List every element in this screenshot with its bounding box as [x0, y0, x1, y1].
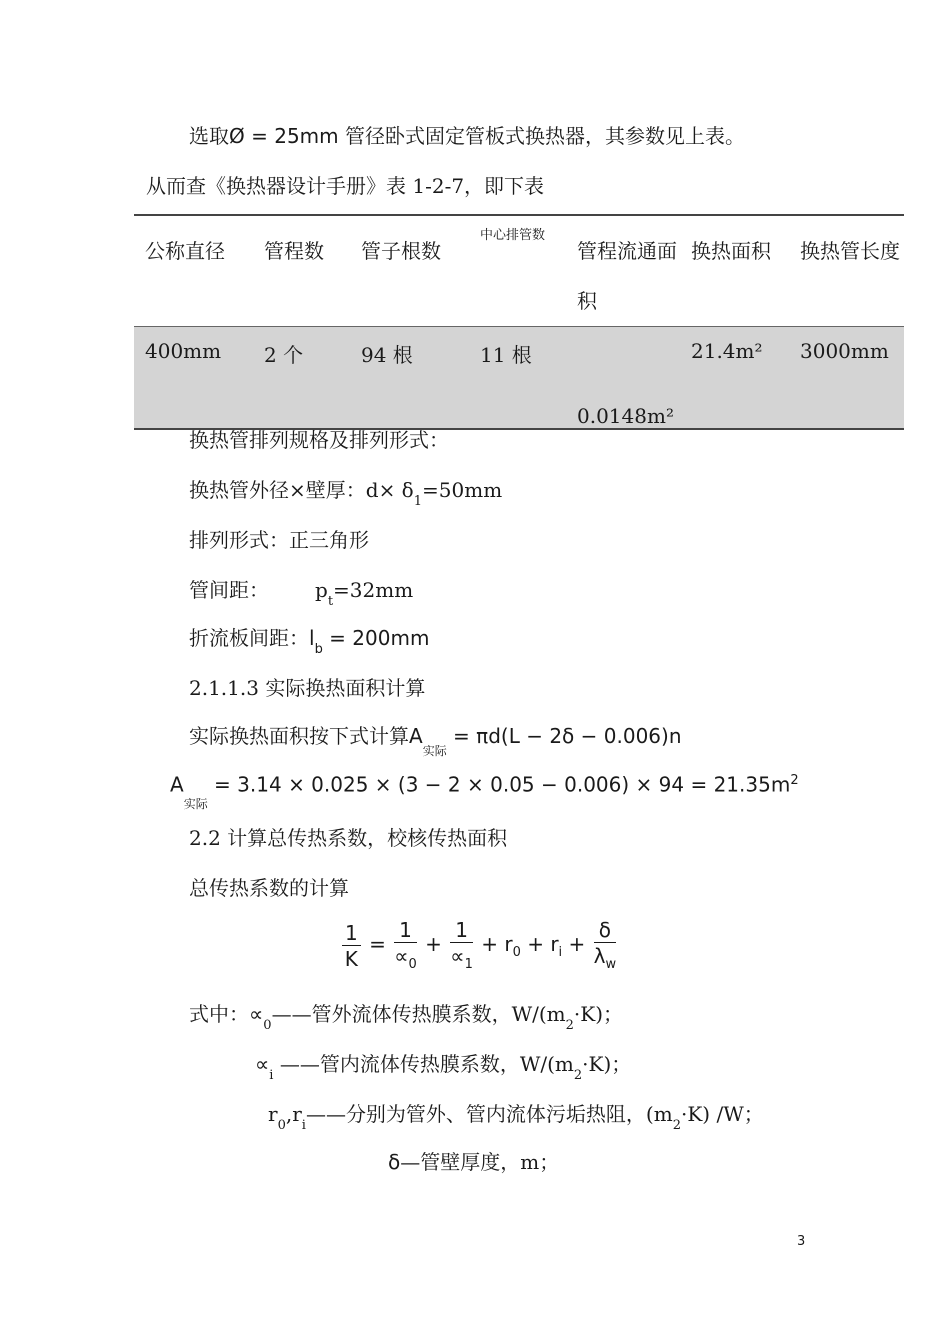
col-tube-count: 管子根数	[350, 215, 469, 327]
formula-rhs: = πd(L − 2δ − 0.006)n	[446, 724, 682, 748]
definition-text: —管壁厚度，m；	[400, 1150, 560, 1174]
baffle-symbol: l	[309, 626, 315, 650]
frac-delta-over-lambda	[594, 920, 616, 971]
alpha-sub: 1	[464, 957, 473, 972]
definition-tail: ·K)；	[582, 1052, 632, 1076]
arrangement-value: 正三角形	[289, 528, 369, 552]
alpha-sub: 0	[408, 957, 417, 972]
table-header-row	[134, 215, 904, 327]
formula-sub: 实际	[422, 744, 447, 758]
definition-thickness	[388, 1152, 559, 1172]
section-2113-title: 2.1.1.3 实际换热面积计算	[189, 676, 426, 700]
cell-nominal-diameter: 400mm	[134, 327, 253, 429]
definition-alphai	[255, 1052, 632, 1083]
cell-tube-length: 3000mm	[789, 327, 904, 429]
pitch-sub: t	[327, 594, 334, 609]
r-sub: 0	[277, 1118, 286, 1133]
baffle-sub: b	[314, 642, 323, 657]
diameter-math: Ø = 25mm	[229, 124, 339, 148]
ri-term: + r	[527, 932, 559, 956]
intro-text-post: 管径卧式固定管板式换热器，其参数见上表。	[338, 124, 745, 148]
od-value: d× δ	[365, 478, 414, 502]
frac-den: K	[344, 946, 358, 971]
frac-num: 1	[342, 923, 361, 946]
cell-heat-area: 21.4m²	[680, 327, 789, 429]
calc-sup: 2	[790, 773, 799, 788]
frac-1-over-alpha1	[450, 920, 473, 971]
alpha-sub: i	[269, 1068, 274, 1083]
cell-center-tubes: 11 根	[469, 327, 566, 429]
pitch-value: =32mm	[333, 578, 414, 602]
arrangement-line	[189, 530, 369, 550]
table-row	[134, 327, 904, 429]
od-label: 换热管外径×壁厚：	[189, 478, 366, 502]
col-nominal-diameter: 公称直径	[134, 215, 253, 327]
frac-1-over-k	[342, 920, 361, 971]
alpha-symbol: ∝	[255, 1052, 270, 1076]
od-line	[189, 478, 503, 509]
pitch-symbol: p	[315, 578, 328, 602]
frac-num: 1	[394, 920, 417, 943]
area-formula-line	[189, 724, 682, 758]
od-value-post: =50mm	[422, 478, 503, 502]
lambda-sub: w	[605, 957, 617, 972]
r-sub: i	[301, 1118, 306, 1133]
parameter-table	[134, 214, 904, 430]
frac-1-over-alpha0	[394, 920, 417, 971]
col-tube-length: 换热管长度	[789, 215, 904, 327]
lambda-symbol: λ	[593, 944, 606, 968]
intro-text: 选取	[189, 124, 229, 148]
r0-term: + r	[481, 932, 513, 956]
definition-fouling	[268, 1102, 764, 1133]
calc-a: A	[170, 772, 184, 797]
calc-rhs: = 3.14 × 0.025 × (3 − 2 × 0.05 − 0.006) × 94 = 21.35m	[207, 772, 791, 797]
pitch-label: 管间距：	[189, 578, 269, 602]
cell-tube-count: 94 根	[350, 327, 469, 429]
plus-sign: +	[425, 932, 442, 956]
plus-sign: +	[568, 932, 586, 956]
definition-tail: ·K) /W；	[681, 1102, 764, 1126]
arrangement-label: 排列形式：	[189, 528, 289, 552]
formula-text: 实际换热面积按下式计算	[189, 724, 409, 748]
intro-line-1	[189, 126, 745, 146]
definition-alpha0	[189, 1002, 624, 1033]
cell-flow-area: 0.0148m²	[566, 327, 680, 429]
r-symbol: r	[268, 1102, 278, 1126]
definition-text: ——分别为管外、管内流体污垢热阻，(m	[305, 1102, 673, 1126]
page-number: 3	[797, 1234, 806, 1249]
overall-coefficient-equation	[340, 920, 618, 971]
col-center-tubes: 中心排管数	[469, 215, 566, 327]
r-symbol: ,r	[285, 1102, 302, 1126]
alpha-symbol: ∝	[249, 1002, 264, 1026]
alpha-sub: 0	[263, 1018, 272, 1033]
cell-tube-passes: 2 个	[253, 327, 350, 429]
definition-text: ——管内流体传热膜系数，W/(m	[273, 1052, 574, 1076]
alpha-symbol: ∝	[394, 944, 409, 968]
col-heat-area: 换热面积	[680, 215, 789, 327]
area-calc-line	[170, 772, 799, 811]
unit-sub: 2	[573, 1068, 583, 1083]
frac-num: δ	[594, 920, 616, 943]
definition-prefix: 式中：	[189, 1002, 249, 1026]
baffle-label: 折流板间距：	[189, 626, 309, 650]
calc-sub: 实际	[183, 796, 208, 811]
equals-sign: =	[369, 932, 386, 956]
pitch-line	[189, 578, 414, 609]
layout-heading: 换热管排列规格及排列形式：	[189, 428, 449, 452]
frac-num: 1	[450, 920, 473, 943]
definition-tail: ·K)；	[573, 1002, 624, 1026]
baffle-value: = 200mm	[322, 626, 430, 650]
intro-line-2: 从而查《换热器设计手册》表 1-2-7，即下表	[146, 174, 545, 198]
definition-text: ——管外流体传热膜系数，W/(m	[271, 1002, 566, 1026]
ri-sub: i	[558, 945, 563, 960]
formula-a: A	[409, 724, 423, 748]
unit-sub: 2	[672, 1118, 681, 1133]
section-22-title: 2.2 计算总传热系数，校核传热面积	[189, 826, 508, 850]
delta-symbol: δ	[388, 1150, 401, 1174]
unit-sub: 2	[565, 1018, 574, 1033]
section-22-subtitle: 总传热系数的计算	[189, 876, 349, 900]
col-flow-area: 管程流通面积	[566, 215, 680, 327]
alpha-symbol: ∝	[450, 944, 465, 968]
baffle-line	[189, 626, 430, 657]
col-tube-passes: 管程数	[253, 215, 350, 327]
od-sub: 1	[413, 494, 423, 509]
r0-sub: 0	[512, 945, 521, 960]
